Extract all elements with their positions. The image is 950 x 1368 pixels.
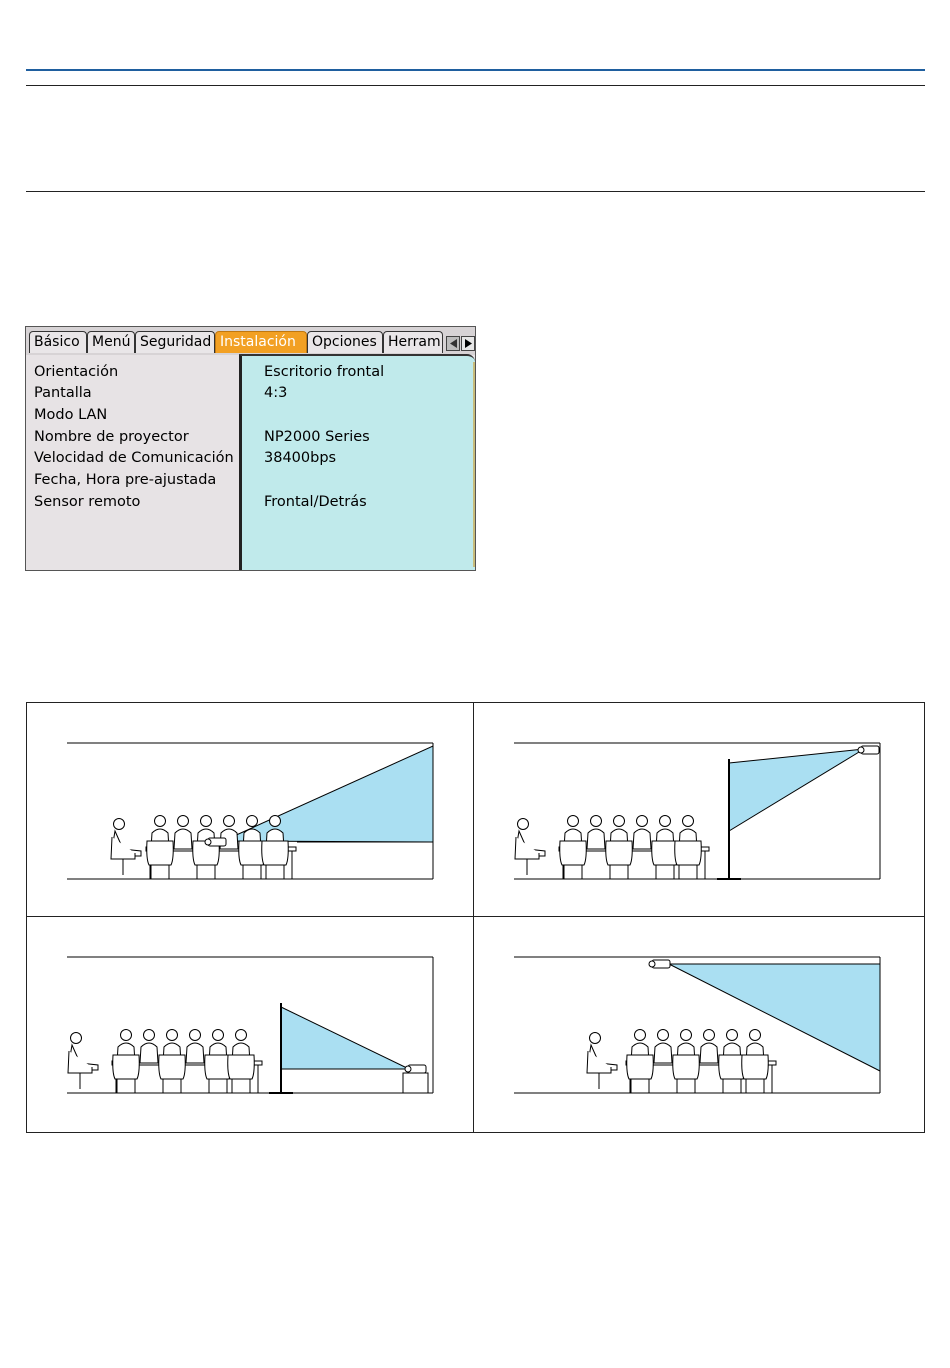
audience-person [606, 816, 633, 880]
menu-item-nombre-proyector[interactable]: Nombre de proyector [34, 429, 189, 445]
ceiling-projector-icon [649, 960, 670, 968]
tab-scroll-left-button[interactable] [446, 336, 460, 351]
audience-person [700, 1030, 718, 1064]
header-rule-blue [26, 69, 925, 71]
projection-beam [281, 1007, 409, 1069]
desk-projector-icon [205, 838, 226, 846]
audience-person [742, 1030, 769, 1094]
audience-person [654, 1030, 672, 1064]
audience-person [675, 816, 702, 880]
audience-person [587, 816, 605, 850]
desk-front-projection-illustration [27, 703, 473, 916]
desk-front-cell [27, 703, 473, 916]
value-velocidad: 38400bps [264, 450, 337, 466]
menu-item-modo-lan[interactable]: Modo LAN [34, 407, 108, 423]
projection-beam [223, 746, 433, 842]
arrow-left-icon [450, 339, 457, 348]
menu-item-pantalla[interactable]: Pantalla [34, 385, 92, 401]
installation-menu [25, 326, 476, 571]
audience-person [159, 1030, 186, 1094]
menu-value-panel [239, 354, 475, 570]
value-sensor-remoto: Frontal/Detrás [264, 494, 367, 510]
value-orientacion: Escritorio frontal [264, 364, 385, 380]
projection-beam [729, 749, 864, 831]
menu-item-fecha-hora[interactable]: Fecha, Hora pre-ajustada [34, 472, 217, 488]
orientation-illustrations [26, 702, 925, 1133]
audience-person [193, 816, 220, 880]
tab-basico[interactable]: Básico [29, 331, 87, 353]
audience-person [147, 816, 174, 880]
presenter-person [515, 819, 545, 880]
ceiling-rear-projection-illustration [474, 703, 920, 916]
menu-tab-bar [26, 327, 475, 355]
audience-person [560, 816, 587, 880]
ceiling-front-cell [474, 917, 920, 1130]
audience-person [186, 1030, 204, 1064]
desk-rear-projection-illustration [27, 917, 473, 1130]
audience-person [174, 816, 192, 850]
presenter-person [68, 1033, 98, 1094]
menu-item-sensor-remoto[interactable]: Sensor remoto [34, 494, 141, 510]
presenter-person [587, 1033, 617, 1094]
audience-person [633, 816, 651, 850]
value-nombre-proyector: NP2000 Series [264, 429, 370, 445]
ceiling-projector-icon [858, 746, 879, 754]
menu-item-velocidad[interactable]: Velocidad de Comunicación [34, 450, 234, 466]
presenter-person [111, 819, 141, 880]
menu-item-orientacion[interactable]: Orientación [34, 364, 119, 380]
tab-seguridad[interactable]: Seguridad [135, 331, 215, 353]
projector-stand [403, 1073, 428, 1093]
section-rule [26, 191, 925, 192]
audience-person [228, 1030, 255, 1094]
desk-projector-icon [405, 1065, 426, 1073]
menu-item-list [26, 355, 240, 570]
desk-rear-cell [27, 917, 473, 1130]
arrow-right-icon [465, 339, 472, 348]
audience-person [140, 1030, 158, 1064]
tab-menu[interactable]: Menú [87, 331, 135, 353]
audience-person [673, 1030, 700, 1094]
tab-herramientas[interactable]: Herram [383, 331, 443, 353]
value-pantalla: 4:3 [264, 385, 288, 401]
ceiling-front-projection-illustration [474, 917, 920, 1130]
audience-person [627, 1030, 654, 1094]
audience-person [113, 1030, 140, 1094]
tab-instalacion[interactable]: Instalación [215, 331, 307, 353]
tab-opciones[interactable]: Opciones [307, 331, 383, 353]
header-rule [26, 85, 925, 86]
tab-scroll-right-button[interactable] [461, 336, 475, 351]
ceiling-rear-cell [474, 703, 920, 916]
